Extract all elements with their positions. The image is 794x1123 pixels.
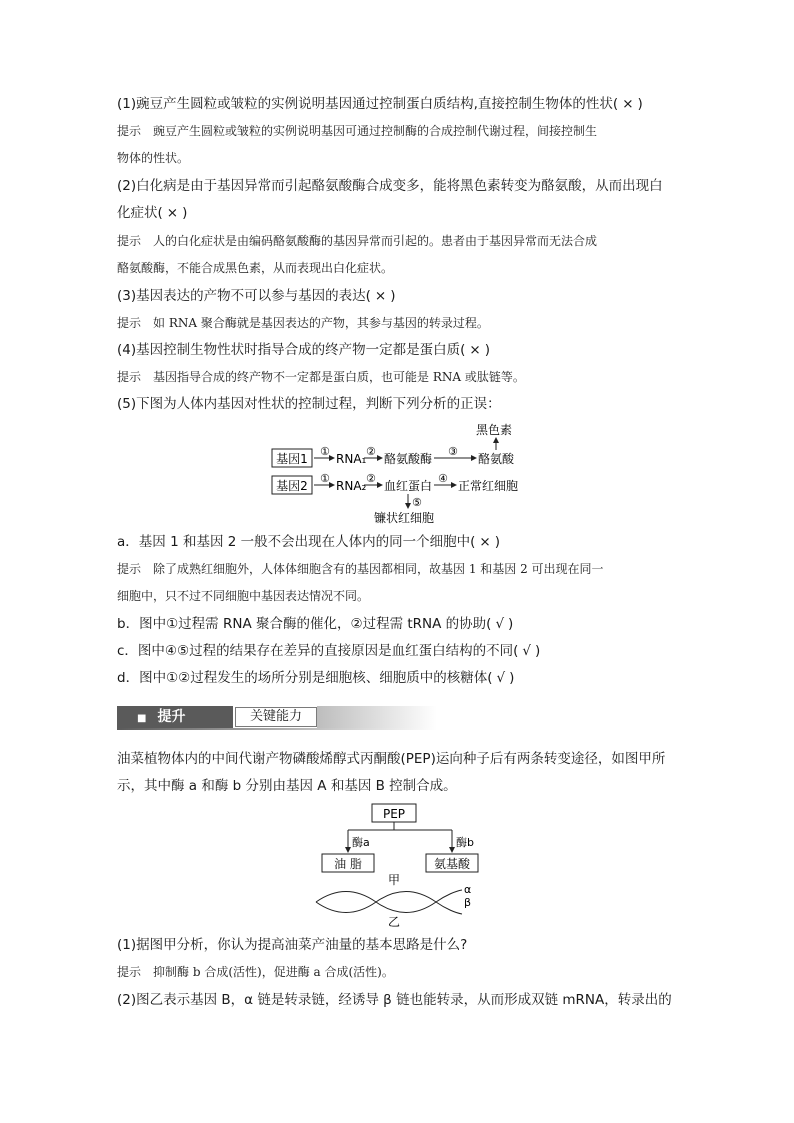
question-d: d．图中①②过程发生的场所分别是细胞核、细胞质中的核糖体( √ ) [117, 670, 515, 686]
pep-pathway-diagram [312, 802, 482, 930]
gene1-label: 基因1 [276, 452, 308, 466]
answer-mark: √ [496, 670, 506, 686]
enzyme-a-label: 酶a [352, 836, 370, 849]
banner-fade [317, 706, 437, 728]
hint-3: 提示 如 RNA 聚合酶就是基因表达的产物，其参与基因的转录过程。 [117, 316, 489, 330]
question-2-line-1: (2)白化病是由于基因异常而引起酪氨酸酶合成变多，能将黑色素转变为酪氨酸，从而出现白 [117, 178, 663, 194]
answer-mark: √ [495, 616, 505, 632]
rna2-label: RNA₂ [336, 479, 367, 493]
alpha-label: α [464, 883, 472, 896]
question-4: (4)基因控制生物性状时指导合成的终产物一定都是蛋白质( × ) [117, 342, 490, 358]
question-6: (1)据图甲分析，你认为提高油菜产油量的基本思路是什么? [117, 937, 468, 953]
amino-label: 氨基酸 [433, 857, 471, 871]
label-yi: 乙 [387, 915, 401, 929]
step-2b-label: ② [366, 472, 376, 485]
answer-mark: × [166, 205, 179, 221]
gene-control-diagram [270, 418, 540, 528]
hint-2-line-2: 酪氨酸酶，不能合成黑色素，从而表现出白化症状。 [117, 261, 394, 275]
enzyme-b-label: 酶b [456, 836, 474, 849]
question-7: (2)图乙表示基因 B，α 链是转录链，经诱导 β 链也能转录，从而形成双链 mRNA，转录出的 [117, 992, 672, 1008]
question-a: a．基因 1 和基因 2 一般不会出现在人体内的同一个细胞中( × ) [117, 534, 500, 550]
intro-line-2: 示，其中酶 a 和酶 b 分别由基因 A 和基因 B 控制合成。 [117, 778, 457, 794]
banner-main [117, 706, 233, 728]
label-jia: 甲 [387, 873, 401, 887]
answer-mark: × [469, 342, 481, 358]
step-1b-label: ① [320, 472, 330, 485]
sickle-rbc-label: 镰状红细胞 [374, 511, 435, 525]
step-5-label: ⑤ [412, 496, 422, 509]
hint-4: 提示 基因指导合成的终产物不一定都是蛋白质，也可能是 RNA 或肽链等。 [117, 370, 525, 384]
hemoglobin-label: 血红蛋白 [384, 479, 433, 493]
melanin-label: 黑色素 [476, 423, 513, 437]
banner-main-label: 提升 [157, 709, 186, 725]
question-3: (3)基因表达的产物不可以参与基因的表达( × ) [117, 288, 396, 304]
normal-rbc-label: 正常红细胞 [458, 479, 519, 493]
question-2-line-2: 化症状( × ) [117, 205, 188, 221]
hint-a-line-1: 提示 除了成熟红细胞外，人体体细胞含有的基因都相同，故基因 1 和基因 2 可出现在同一 [117, 562, 604, 576]
question-1: (1)豌豆产生圆粒或皱粒的实例说明基因通过控制蛋白质结构,直接控制生物体的性状( × ) [117, 96, 643, 112]
pep-label: PEP [382, 807, 406, 821]
question-b: b．图中①过程需 RNA 聚合酶的催化，②过程需 tRNA 的协助( √ ) [117, 616, 514, 632]
step-1-label: ① [320, 445, 330, 458]
rna1-label: RNA₁ [336, 452, 367, 466]
gene2-label: 基因2 [276, 479, 308, 493]
enzyme-label: 酪氨酸酶 [384, 452, 433, 466]
step-3-label: ③ [448, 445, 458, 458]
step-4-label: ④ [438, 472, 448, 485]
hint-6: 提示 抑制酶 b 合成(活性)，促进酶 a 合成(活性)。 [117, 965, 394, 979]
beta-label: β [464, 896, 472, 909]
question-5: (5)下图为人体内基因对性状的控制过程，判断下列分析的正误： [117, 396, 501, 412]
beta-strand [316, 892, 462, 915]
hint-a-line-2: 细胞中，只不过不同细胞中基因表达情况不同。 [117, 589, 370, 603]
hint-1-line-2: 物体的性状。 [117, 151, 190, 165]
step-2-label: ② [366, 445, 376, 458]
hint-2-line-1: 提示 人的白化症状是由编码酪氨酸酶的基因异常而引起的。患者由于基因异常而无法合成 [117, 234, 598, 248]
alpha-strand [316, 890, 462, 913]
tyrosine-label: 酪氨酸 [478, 452, 515, 466]
answer-mark: × [479, 534, 491, 550]
banner-sub-label: 关键能力 [235, 707, 317, 727]
hint-1-line-1: 提示 豌豆产生圆粒或皱粒的实例说明基因可通过控制酶的合成控制代谢过程，间接控制生 [117, 124, 598, 138]
square-bullet-icon: ■ [137, 713, 147, 724]
answer-mark: √ [522, 643, 532, 659]
oil-label: 油 脂 [334, 857, 362, 871]
intro-line-1: 油菜植物体内的中间代谢产物磷酸烯醇式丙酮酸(PEP)运向种子后有两条转变途径，如图甲所 [117, 751, 666, 767]
question-c: c．图中④⑤过程的结果存在差异的直接原因是血红蛋白结构的不同( √ ) [117, 643, 541, 659]
answer-mark: × [374, 288, 387, 304]
section-banner [117, 706, 437, 728]
answer-mark: × [622, 96, 634, 112]
banner-underline [117, 728, 437, 730]
